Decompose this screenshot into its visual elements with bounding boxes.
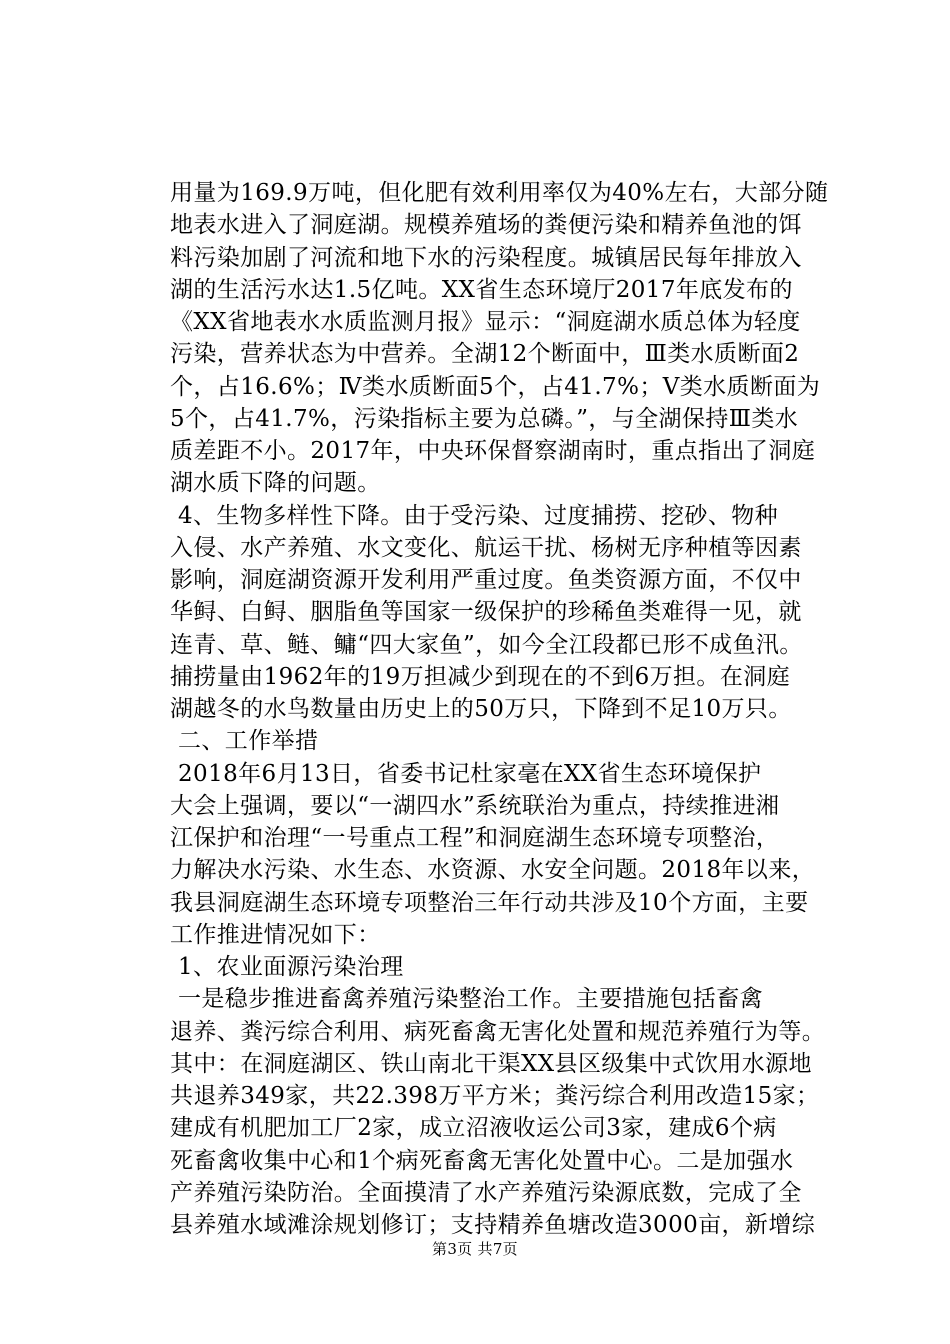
text-line: 捕捞量由1962年的19万担减少到现在的不到6万担。在洞庭: [170, 663, 791, 690]
text-line: 5个，占41.7%，污染指标主要为总磷。”，与全湖保持Ⅲ类水: [170, 405, 799, 432]
text-line: 质差距不小。2017年，中央环保督察湖南时，重点指出了洞庭: [170, 438, 816, 464]
text-line: 湖的生活污水达1.5亿吨。XX省生态环境厅2017年底发布的: [170, 276, 793, 303]
text-line: 退养、粪污综合利用、病死畜禽无害化处置和规范养殖行为等。: [170, 1018, 826, 1045]
text-line: 个，占16.6%；Ⅳ类水质断面5个，占41.7%；Ⅴ类水质断面为: [170, 373, 821, 400]
text-line: 产养殖污染防治。全面摸清了水产养殖污染源底数，完成了全: [170, 1179, 802, 1206]
text-line: 《XX省地表水水质监测月报》显示：“洞庭湖水质总体为轻度: [170, 309, 801, 335]
text-line: 连青、草、鲢、鳙“四大家鱼”，如今全江段都已形不成鱼汛。: [170, 631, 803, 658]
text-line: 我县洞庭湖生态环境专项整治三年行动共涉及10个方面，主要: [170, 889, 809, 916]
text-line: 其中：在洞庭湖区、铁山南北干渠XX县区级集中式饮用水源地: [170, 1050, 812, 1077]
text-line: 华鲟、白鲟、胭脂鱼等国家一级保护的珍稀鱼类难得一见，就: [170, 599, 802, 626]
text-line: 县养殖水域滩涂规划修订；支持精养鱼塘改造3000亩，新增综: [170, 1212, 816, 1238]
text-line: 死畜禽收集中心和1个病死畜禽无害化处置中心。二是加强水: [170, 1147, 794, 1174]
text-line: 大会上强调，要以“一湖四水”系统联治为重点，持续推进湘: [170, 792, 780, 819]
text-line: 入侵、水产养殖、水文变化、航运干扰、杨树无序种植等因素: [170, 534, 802, 561]
page-number-footer: 第3页 共7页: [432, 1240, 518, 1258]
text-line: 地表水进入了洞庭湖。规模养殖场的粪便污染和精养鱼池的饵: [170, 212, 802, 239]
text-line: 用量为169.9万吨，但化肥有效利用率仅为40%左右，大部分随: [170, 180, 829, 206]
text-line: 江保护和治理“一号重点工程”和洞庭湖生态环境专项整治，: [170, 825, 780, 851]
text-line: 建成有机肥加工厂2家，成立沼液收运公司3家，建成6个病: [170, 1115, 777, 1142]
subsection-heading: 1、农业面源污染治理: [178, 954, 404, 980]
text-line: 工作推进情况如下：: [170, 921, 381, 948]
text-line: 影响，洞庭湖资源开发利用严重过度。鱼类资源方面，不仅中: [170, 567, 802, 593]
paragraph-start-line: 2018年6月13日，省委书记杜家毫在XX省生态环境保护: [178, 760, 762, 787]
text-line: 湖越冬的水鸟数量由历史上的50万只，下降到不足10万只。: [170, 696, 792, 722]
text-line: 湖水质下降的问题。: [170, 470, 381, 497]
text-line: 共退养349家，共22.398万平方米；粪污综合利用改造15家；: [170, 1083, 820, 1109]
text-line: 料污染加剧了河流和地下水的污染程度。城镇居民每年排放入: [170, 244, 802, 271]
text-line: 力解决水污染、水生态、水资源、水安全问题。2018年以来，: [170, 857, 816, 884]
body-text: [170, 177, 829, 1241]
section-heading: 二、工作举措: [178, 728, 319, 755]
paragraph-start-line: 一是稳步推进畜禽养殖污染整治工作。主要措施包括畜禽: [178, 986, 763, 1013]
text-line: 污染，营养状态为中营养。全湖12个断面中，Ⅲ类水质断面2: [170, 341, 800, 368]
paragraph-start-line: 4、生物多样性下降。由于受污染、过度捕捞、挖砂、物种: [178, 502, 779, 529]
